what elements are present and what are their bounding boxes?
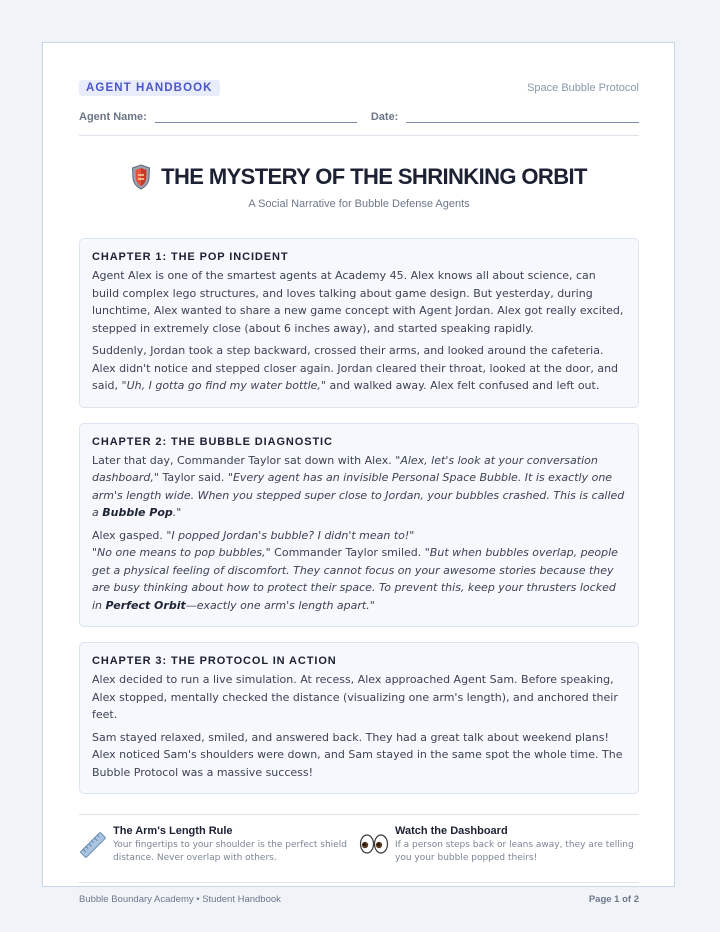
- page-number: Page 1 of 2: [588, 894, 639, 905]
- chapter-3-card: [79, 642, 639, 794]
- protocol-label: Space Bubble Protocol: [527, 82, 639, 94]
- handbook-page: [42, 42, 675, 905]
- tip-arms-length: [79, 825, 359, 865]
- chapter-paragraph: Later that day, Commander Taylor sat down with Alex. "Alex, let's look at your conversation dashboard," Taylor said. "Every agent has an invisible Personal Space Bubble. It is exactly one arm's length wide. When you stepped super close to Jordan, your bubbles crashed. This is called a Bubble Pop.": [92, 453, 625, 519]
- page-subtitle: A Social Narrative for Bubble Defense Agents: [248, 198, 470, 210]
- chapter-2-card: [79, 423, 639, 628]
- chapter-title: CHAPTER 3: THE PROTOCOL IN ACTION: [92, 655, 337, 667]
- date-field[interactable]: [406, 108, 639, 123]
- chapter-title: CHAPTER 1: THE POP INCIDENT: [92, 251, 289, 263]
- tip-text: Your fingertips to your shoulder is the perfect shield distance. Never overlap with others.: [113, 840, 347, 863]
- title-block: [79, 164, 639, 190]
- header-divider: [79, 135, 639, 136]
- chapter-paragraph: Agent Alex is one of the smartest agents at Academy 45. Alex knows all about science, can build complex lego structures, and loves talking about game design. But yesterday, during lunchtime, Alex wanted to share a new game concept with Agent Jordan. Alex got really excited, stepped in extremely close (about 6 inches away), and started speaking rapidly.: [92, 269, 624, 335]
- chapter-paragraph: Alex gasped. "I popped Jordan's bubble? I didn't mean to!": [92, 528, 415, 542]
- ruler-icon: [79, 831, 107, 859]
- chapter-title: CHAPTER 2: THE BUBBLE DIAGNOSTIC: [92, 435, 333, 448]
- chapter-paragraph: Alex decided to run a live simulation. At recess, Alex approached Agent Sam. Before speaking, Alex stopped, mentally checked the distance (visualizing one arm's length), and anchored their feet.: [92, 673, 618, 721]
- name-date-fields: [79, 105, 639, 123]
- agent-name-field[interactable]: [155, 108, 357, 123]
- date-label: Date:: [370, 111, 399, 123]
- footer-academy: Bubble Boundary Academy • Student Handbook: [79, 894, 281, 905]
- page-title: THE MYSTERY OF THE SHRINKING ORBIT: [161, 164, 587, 189]
- tip-dashboard: [359, 825, 639, 865]
- chapter-paragraph: "No one means to pop bubbles," Commander Taylor smiled. "But when bubbles overlap, people get a physical feeling of discomfort. They cannot focus on your awesome stories because they are busy thinking about how to protect their space. To prevent this, keep your thrusters locked in Perfect Orbit—exactly one arm's length apart.": [92, 546, 618, 612]
- tip-title: Watch the Dashboard: [395, 825, 508, 837]
- tips-row: [79, 815, 639, 865]
- tip-title: The Arm's Length Rule: [113, 825, 233, 837]
- handbook-badge: AGENT HANDBOOK: [79, 80, 220, 96]
- footer-divider: [79, 882, 639, 883]
- tip-text: If a person steps back or leans away, they are telling you your bubble popped theirs!: [395, 840, 634, 863]
- header-bar: [79, 79, 639, 97]
- chapter-paragraph: Suddenly, Jordan took a step backward, crossed their arms, and looked around the cafeteria. Alex didn't notice and stepped closer again. Jordan cleared their throat, looked at the door, and said, "Uh, I gotta go find my water bottle," and walked away. Alex felt confused and left out.: [92, 344, 619, 392]
- agent-name-label: Agent Name:: [79, 111, 147, 123]
- eyes-icon: [359, 831, 389, 857]
- shield-icon: [131, 164, 151, 190]
- chapter-paragraph: Sam stayed relaxed, smiled, and answered back. They had a great talk about weekend plans! Alex noticed Sam's shoulders were down, and Sam stayed in the same spot the whole time. The Bubble Protocol was a massive success!: [92, 730, 623, 779]
- chapter-1-card: [79, 238, 639, 408]
- footer: [79, 894, 639, 905]
